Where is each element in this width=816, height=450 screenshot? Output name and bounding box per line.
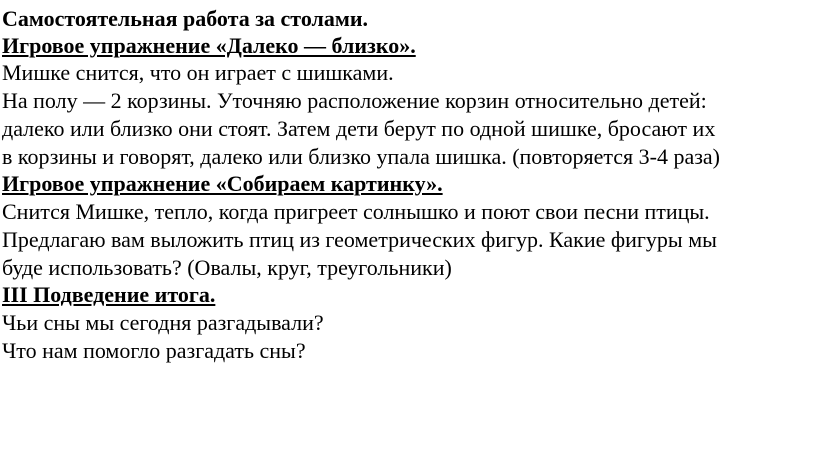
paragraph-line: буде использовать? (Овалы, круг, треугольники) bbox=[2, 255, 452, 280]
question-line: Чьи сны мы сегодня разгадывали? bbox=[2, 310, 324, 335]
summary-heading: III Подведение итога. bbox=[2, 282, 216, 307]
exercise-heading-picture: Игровое упражнение «Собираем картинку». bbox=[2, 171, 443, 196]
section-heading-table-work: Самостоятельная работа за столами. bbox=[2, 6, 369, 31]
paragraph-line: далеко или близко они стоят. Затем дети берут по одной шишке, бросают их bbox=[2, 116, 716, 141]
paragraph-line: Мишке снится, что он играет с шишками. bbox=[2, 60, 394, 85]
exercise-heading-far-near: Игровое упражнение «Далеко — близко». bbox=[2, 33, 416, 58]
paragraph-line: На полу — 2 корзины. Уточняю расположение корзин относительно детей: bbox=[2, 88, 707, 113]
paragraph-line: в корзины и говорят, далеко или близко упала шишка. (повторяется 3-4 раза) bbox=[2, 144, 720, 169]
paragraph-line: Предлагаю вам выложить птиц из геометрических фигур. Какие фигуры мы bbox=[2, 227, 717, 252]
paragraph-line: Снится Мишке, тепло, когда пригреет солнышко и поют свои песни птицы. bbox=[2, 199, 710, 224]
question-line: Что нам помогло разгадать сны? bbox=[2, 338, 306, 363]
